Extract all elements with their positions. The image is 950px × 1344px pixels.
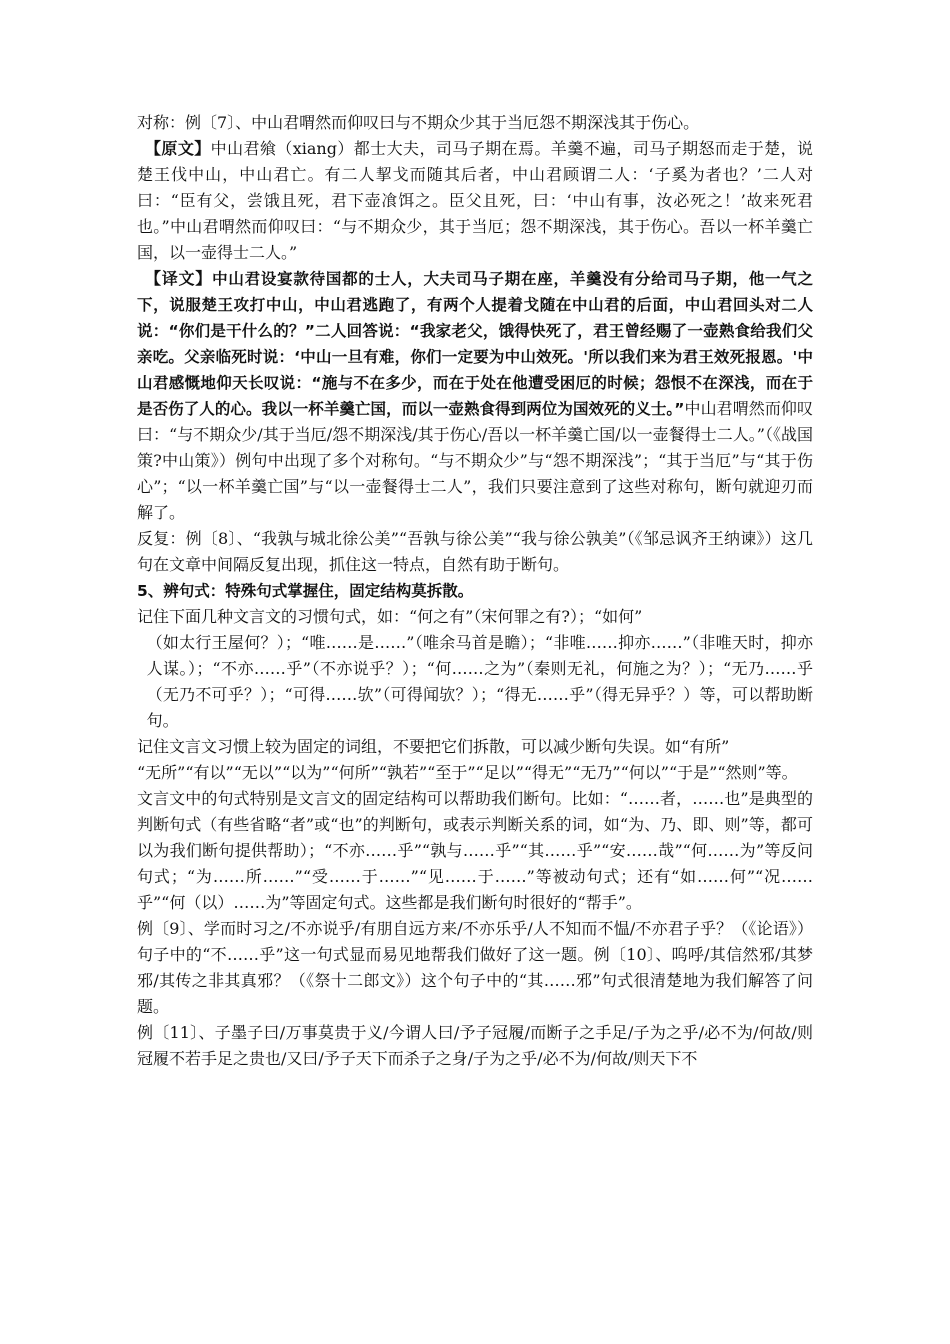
original-text-tag: 【原文】 (145, 139, 211, 158)
document-page (137, 110, 813, 1072)
section-heading-sentence-patterns: 5、辨句式：特殊句式掌握住，固定结构莫拆散。 (137, 582, 474, 600)
paragraph-fixed-phrases-intro: 记住文言文习惯上较为固定的词组，不要把它们拆散，可以减少断句失误。如“有所” (137, 737, 730, 756)
original-text-body: 中山君飨（xiang）都士大夫，司马子期在焉。羊羹不遍，司马子期怒而走于楚，说楚王伐中山，中山君亡。有二人挈戈而随其后者，中山君顾谓二人：‘子奚为者也？’二人对曰：“臣有父，尝饿且死，君下壶飡饵之。臣父且死，曰：‘中山有事，汝必死之！’故来死君也。”中山君喟然而仰叹曰：“与不期众少，其于当厄；怨不期深浅，其于伤心。吾以一杯羊羹亡国，以一壶得士二人。” (137, 139, 813, 262)
paragraph-habitual-patterns: （如太行王屋何？）；“唯……是……”（唯余马首是瞻）；“非唯……抑亦……”（非唯天时，抑亦人谋。）；“不亦……乎”（不亦说乎？）；“何……之为”（秦则无礼，何施之为？）；“无乃……乎（无乃不可乎？）；“可得……欤”（可得闻欤？）；“得无……乎”（得无异乎？）等，可以帮助断句。 (146, 633, 813, 730)
translation-body: 中山君设宴款待国都的士人，大夫司马子期在座，羊羹没有分给司马子期，他一气之下，说服楚王攻打中山，中山君逃跑了，有两个人提着戈随在中山君的后面，中山君回头对二人说：“你们是干什么的？”二人回答说：“我家老父，饿得快死了，君王曾经赐了一壶熟食给我们父亲吃。父亲临死时说：‘中山一旦有难，你们一定要为中山效死。'所以我们来为君王效死报恩。'中山君感慨地仰天长叹说：“施与不在多少，而在于处在他遭受困厄的时候；怨恨不在深浅，而在于是否伤了人的心。我以一杯羊羹亡国，而以一壶熟食得到两位为国效死的义士。” (137, 270, 813, 418)
paragraph-symmetry: 对称：例〔7〕、中山君喟然而仰叹曰与不期众少其于当厄怨不期深浅其于伤心。 (137, 113, 700, 132)
paragraph-original-text (137, 136, 813, 266)
paragraph-repetition: 反复：例〔8〕、“我孰与城北徐公美”“吾孰与徐公美”“我与徐公孰美”（《邹忌讽齐王纳谏》）这几句在文章中间隔反复出现，抓住这一特点，自然有助于断句。 (137, 529, 813, 574)
paragraph-translation (137, 266, 813, 526)
paragraph-example-11: 例〔11〕、子墨子曰/万事莫贵于义/今谓人曰/予子冠履/而断子之手足/子为之乎/必不为/何故/则冠履不若手足之贵也/又曰/予子天下而杀子之身/子为之乎/必不为/何故/则天下不 (137, 1023, 813, 1068)
paragraph-example-9-10: 例〔9〕、学而时习之/不亦说乎/有朋自远方来/不亦乐乎/人不知而不愠/不亦君子乎？（《论语》）句子中的“不……乎”这一句式显而易见地帮我们做好了这一题。例〔10〕、呜呼/其信然邪/其梦邪/其传之非其真邪？（《祭十二郎文》）这个句子中的“其……邪”句式很清楚地为我们解答了问题。 (137, 919, 813, 1016)
translation-tag: 【译文】 (145, 269, 213, 288)
paragraph-fixed-phrases: “无所”“有以”“无以”“以为”“何所”“孰若”“至于”“足以”“得无”“无乃”“何以”“于是”“然则”等。 (137, 763, 798, 782)
paragraph-fixed-structures: 文言文中的句式特别是文言文的固定结构可以帮助我们断句。比如：“……者，……也”是典型的判断句式（有些省略“者”或“也”的判断句，或表示判断关系的词，如“为、乃、即、则”等，都可以为我们断句提供帮助）；“不亦……乎”“孰与……乎”“其……乎”“安……哉”“何……为”等反问句式；“为……所……”“受……于……”“见……于……”等被动句式；还有“如……何”“况……乎”“何（以）……为”等固定句式。这些都是我们断句时很好的“帮手”。 (137, 789, 813, 912)
paragraph-habitual-patterns-intro: 记住下面几种文言文的习惯句式，如：“何之有”（宋何罪之有?）；“如何” (137, 607, 643, 626)
translation-analysis: 中山君喟然而仰叹曰：“与不期众少/其于当厄/怨不期深浅/其于伤心/吾以一杯羊羹亡国/以一壶餐得士二人。”（《战国策?中山策》）例句中出现了多个对称句。“与不期众少”与“怨不期深浅”；“其于当厄”与“其于伤心”；“以一杯羊羹亡国”与“以一壶餐得士二人”，我们只要注意到了这些对称句，断句就迎刃而解了。 (137, 399, 813, 522)
